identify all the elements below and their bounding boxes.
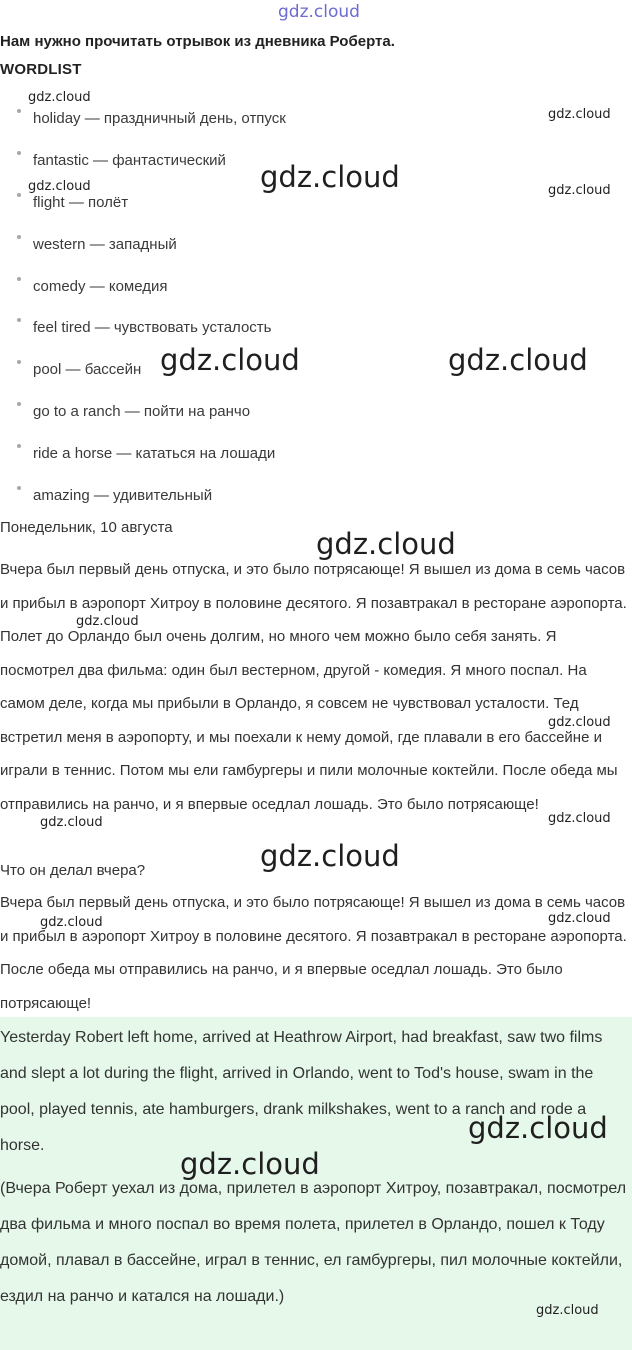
watermark: gdz.cloud <box>448 343 588 377</box>
list-item: feel tired — чувствовать усталость <box>0 307 632 349</box>
watermark: gdz.cloud <box>548 715 611 730</box>
list-item: western — западный <box>0 224 632 266</box>
intro-text: Нам нужно прочитать отрывок из дневника Роберта. <box>0 33 395 50</box>
watermark: gdz.cloud <box>260 160 400 194</box>
answer-english: Yesterday Robert left home, arrived at Heathrow Airport, had breakfast, saw two films and slept a lot during the flight, arrived in Orlando, went to Tod's house, swam in the pool, played tennis, ate hamburgers, drank milkshakes, went to a ranch and rode a horse. <box>0 1029 603 1154</box>
list-item: ride a horse — кататься на лошади <box>0 433 632 475</box>
answer-box <box>0 1017 632 1350</box>
bullet-icon <box>17 402 21 406</box>
bullet-icon <box>17 318 21 322</box>
wordlist-title: WORDLIST <box>0 61 82 78</box>
watermark: gdz.cloud <box>536 1303 599 1318</box>
watermark: gdz.cloud <box>160 343 300 377</box>
bullet-icon <box>17 360 21 364</box>
list-item: pool — бассейн <box>0 349 632 391</box>
diary-date: Понедельник, 10 августа <box>0 519 173 536</box>
diary-paragraph: Вчера был первый день отпуска, и это было потрясающе! Я вышел из дома в семь часов и прибыл в аэропорт Хитроу в половине десятого. Я позавтракал в ресторане аэропорта. Полет до Орландо был очень долгим, но много чем можно было себя занять. Я посмотрел два фильма: один был вестерном, другой - комедия. Я много поспал. На самом деле, когда мы прибыли в Орландо, я совсем не чувствовал усталости. Тед встретил меня в аэропорту, и мы поехали к нему домой, где плавали в его бассейне и играли в теннис. Потом мы ели гамбургеры и пили молочные коктейли. После обеда мы отправились на ранчо, и я впервые оседлал лошадь. Это было потрясающе! <box>0 561 627 813</box>
bullet-icon <box>17 235 21 239</box>
bullet-icon <box>17 109 21 113</box>
watermark: gdz.cloud <box>548 107 611 122</box>
watermark: gdz.cloud <box>548 911 611 926</box>
watermark: gdz.cloud <box>28 179 91 194</box>
list-item: comedy — комедия <box>0 266 632 308</box>
watermark: gdz.cloud <box>548 183 611 198</box>
bullet-icon <box>17 444 21 448</box>
watermark: gdz.cloud <box>548 811 611 826</box>
watermark: gdz.cloud <box>28 90 91 105</box>
list-item: flight — полёт <box>0 182 632 224</box>
watermark: gdz.cloud <box>76 614 139 629</box>
list-item: fantastic — фантастический <box>0 140 632 182</box>
bullet-icon <box>17 193 21 197</box>
bullet-icon <box>17 486 21 490</box>
excerpt-paragraph: Вчера был первый день отпуска, и это было потрясающе! Я вышел из дома в семь часов и прибыл в аэропорт Хитроу в половине десятого. Я позавтракал в ресторане аэропорта. После обеда мы отправились на ранчо, и я впервые оседлал лошадь. Это было потрясающе! <box>0 894 627 1012</box>
bullet-icon <box>17 151 21 155</box>
watermark: gdz.cloud <box>468 1111 608 1145</box>
watermark-top: gdz.cloud <box>278 2 360 22</box>
watermark: gdz.cloud <box>180 1147 320 1181</box>
watermark: gdz.cloud <box>40 815 103 830</box>
bullet-icon <box>17 277 21 281</box>
watermark: gdz.cloud <box>40 915 103 930</box>
answer-russian: (Вчера Роберт уехал из дома, прилетел в аэропорт Хитроу, позавтракал, посмотрел два фильма и много поспал во время полета, прилетел в Орландо, пошел к Тоду домой, плавал в бассейне, играл в теннис, ел гамбургеры, пил молочные коктейли, ездил на ранчо и катался на лошади.) <box>0 1180 627 1305</box>
list-item: holiday — праздничный день, отпуск <box>0 98 632 140</box>
question-text: Что он делал вчера? <box>0 862 146 879</box>
list-item: go to a ranch — пойти на ранчо <box>0 391 632 433</box>
list-item: amazing — удивительный <box>0 475 632 517</box>
watermark: gdz.cloud <box>316 527 456 561</box>
watermark: gdz.cloud <box>260 839 400 873</box>
